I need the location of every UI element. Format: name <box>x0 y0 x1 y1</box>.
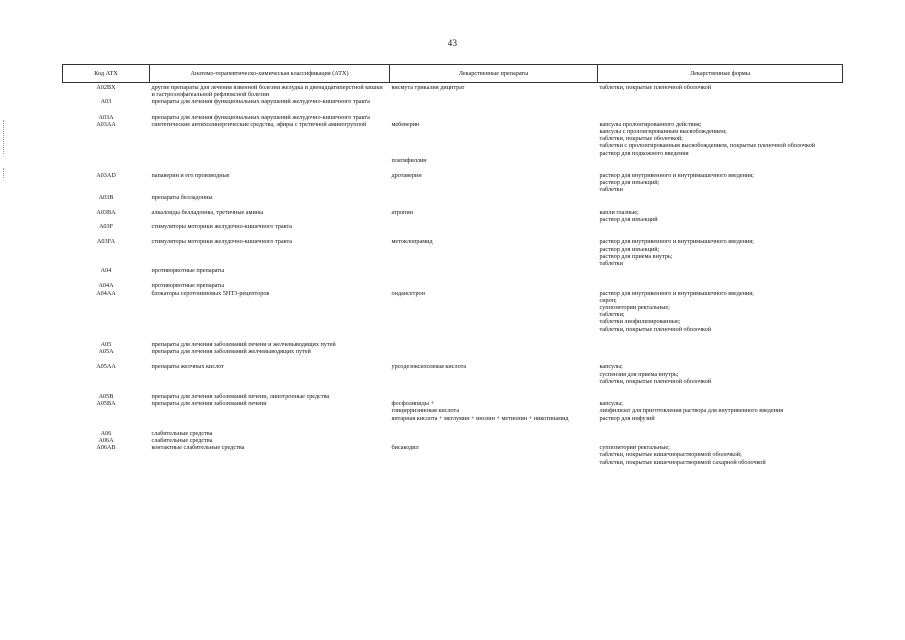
row-spacer-cell <box>63 164 843 172</box>
cell-classification: препараты для лечения функциональных нарушений желудочно-кишечного тракта <box>151 113 370 121</box>
row-spacer <box>63 201 843 209</box>
cell-drug <box>390 194 598 201</box>
cell-code: A05 <box>100 340 112 348</box>
cell-classification: блокаторы серотониновых 5HT3-рецепторов <box>151 289 270 297</box>
cell-code: A04 <box>100 267 112 275</box>
cell-drug <box>390 348 598 355</box>
row-spacer <box>63 230 843 238</box>
cell-code: A06 <box>100 429 112 437</box>
cell-code: A02BX <box>96 84 116 91</box>
cell-drug <box>390 114 598 121</box>
cell-code: A03F <box>98 223 114 231</box>
row-spacer <box>63 106 843 114</box>
cell-classification: препараты желчных кислот <box>151 363 224 371</box>
table-row <box>63 393 843 400</box>
cell-classification: препараты для лечения заболеваний печени <box>151 400 267 408</box>
table-row <box>63 83 843 99</box>
cell-forms: раствор для внутривенного и внутримышечного введения; раствор для инъекций; таблетки <box>599 172 754 194</box>
cell-classification: папаверин и его производные <box>151 172 230 180</box>
row-spacer <box>63 422 843 430</box>
cell-forms: капсулы пролонгированного действия; капсулы с пролонгированным высвобождением; таблетки, покрытые оболочкой; таблетки с пролонгированным высвобождением, покрытые пленочной оболочкой раствор для подкожного введения <box>599 120 815 157</box>
cell-forms: капсулы; лиофилизат для приготовления раствора для внутривенного введения раствор для инфузий <box>599 400 784 422</box>
table-row <box>63 267 843 274</box>
cell-drug: мебеверин платифиллин <box>391 120 427 164</box>
cell-forms: раствор для внутривенного и внутримышечного введения; сироп; суппозитории ректальные; таблетки; таблетки лиофилизированные; таблетки, покрытые пленочной оболочкой <box>599 289 754 333</box>
cell-code: A03 <box>100 98 112 106</box>
page-number: 43 <box>447 38 458 48</box>
cell-classification: противорвотные препараты <box>151 282 225 290</box>
cell-forms: таблетки, покрытые пленочной оболочкой <box>599 84 712 91</box>
cell-classification: препараты для лечения заболеваний желчевыводящих путей <box>151 348 311 356</box>
cell-classification: другие препараты для лечения язвенной болезни желудка и двенадцатиперстной кишки и гастроэзофагеальной рефлюксной болезни <box>151 84 383 99</box>
cell-drug: ондансетрон <box>391 289 425 297</box>
cell-drug <box>390 393 598 400</box>
table-row <box>63 282 843 289</box>
cell-drug <box>390 341 598 348</box>
atx-drug-table <box>62 64 843 466</box>
row-spacer-cell <box>63 201 843 209</box>
cell-forms <box>598 393 843 400</box>
table-row <box>63 114 843 121</box>
cell-code: A06AB <box>96 444 116 452</box>
cell-forms <box>598 98 843 105</box>
table-row <box>63 98 843 105</box>
table-row <box>63 172 843 194</box>
cell-code: A03AD <box>96 172 116 180</box>
row-spacer <box>63 333 843 341</box>
cell-classification: алкалоиды белладонны, третичные амины <box>151 208 264 216</box>
cell-drug: атропин <box>391 208 413 216</box>
cell-forms: раствор для внутривенного и внутримышечного введения; раствор для инъекций; раствор для приема внутрь; таблетки <box>599 238 754 268</box>
cell-code: A03A <box>98 113 114 121</box>
cell-forms <box>598 114 843 121</box>
table-body <box>63 83 843 466</box>
table-row <box>63 444 843 466</box>
cell-forms <box>598 267 843 274</box>
left-margin-mark <box>3 168 4 178</box>
table-row <box>63 194 843 201</box>
cell-code: A06A <box>98 436 114 444</box>
cell-classification: синтетические антихолинергические средства, эфиры с третичной аминогруппой <box>151 120 367 128</box>
cell-classification: стимуляторы моторики желудочно-кишечного тракта <box>151 238 293 246</box>
column-header-classification: Анатомо-терапевтическо-химическая классификация (АТХ) <box>150 65 390 83</box>
cell-forms <box>598 223 843 230</box>
cell-forms <box>598 194 843 201</box>
cell-drug: бисакодил <box>391 444 419 452</box>
cell-drug: урсодезоксихолевая кислота <box>391 363 467 371</box>
table-row <box>63 209 843 223</box>
cell-forms <box>598 430 843 437</box>
cell-code: A03BA <box>96 208 116 216</box>
table-row <box>63 400 843 422</box>
row-spacer-cell <box>63 422 843 430</box>
table-row <box>63 437 843 444</box>
cell-forms: капли глазные; раствор для инъекций <box>599 208 658 224</box>
column-header-code: Код АТХ <box>63 65 150 83</box>
row-spacer <box>63 164 843 172</box>
cell-drug <box>390 282 598 289</box>
table-row <box>63 341 843 348</box>
column-header-forms: Лекарственные формы <box>598 65 843 83</box>
cell-code: A03B <box>98 193 114 201</box>
table-row <box>63 430 843 437</box>
cell-forms <box>598 348 843 355</box>
table-row <box>63 363 843 385</box>
cell-classification: стимуляторы моторики желудочно-кишечного тракта <box>151 223 293 231</box>
cell-drug <box>390 223 598 230</box>
cell-drug: висмута трикалия дицитрат <box>391 84 465 91</box>
cell-classification: слабительные средства <box>151 436 213 444</box>
row-spacer-cell <box>63 274 843 282</box>
row-spacer <box>63 385 843 393</box>
row-spacer-cell <box>63 355 843 363</box>
table-row <box>63 121 843 164</box>
cell-code: A05A <box>98 348 114 356</box>
cell-forms <box>598 437 843 444</box>
cell-code: A05BA <box>96 400 116 408</box>
row-spacer <box>63 355 843 363</box>
cell-code: A05AA <box>96 363 116 371</box>
cell-code: A04AA <box>96 289 116 297</box>
cell-forms: суппозитории ректальные; таблетки, покрытые кишечнорастворимой оболочкой; таблетки, покрытые кишечнорастворимой сахарной оболочкой <box>599 444 766 466</box>
cell-code: A03AA <box>96 120 116 128</box>
table-row <box>63 290 843 333</box>
cell-code: A04A <box>98 282 114 290</box>
cell-forms: капсулы; суспензия для приема внутрь; таблетки, покрытые пленочной оболочкой <box>599 363 712 385</box>
row-spacer-cell <box>63 385 843 393</box>
row-spacer-cell <box>63 106 843 114</box>
row-spacer-cell <box>63 333 843 341</box>
cell-code: A05B <box>98 392 114 400</box>
cell-classification: препараты для лечения заболеваний печени и желчевыводящих путей <box>151 340 336 348</box>
cell-drug <box>390 430 598 437</box>
cell-forms <box>598 282 843 289</box>
cell-classification: препараты белладонны <box>151 193 213 201</box>
table-header-row <box>63 65 843 83</box>
cell-drug: дротаверин <box>391 172 422 180</box>
cell-classification: препараты для лечения заболеваний печени, липотропные средства <box>151 392 330 400</box>
cell-drug: метоклопрамид <box>391 238 433 246</box>
table-row <box>63 348 843 355</box>
table-row <box>63 238 843 267</box>
cell-drug <box>390 267 598 274</box>
cell-classification: препараты для лечения функциональных нарушений желудочно-кишечного тракта <box>151 98 370 106</box>
cell-code: A03FA <box>96 238 116 246</box>
column-header-drugs: Лекарственные препараты <box>390 65 598 83</box>
cell-drug <box>390 98 598 105</box>
left-margin-mark <box>3 120 4 154</box>
cell-classification: слабительные средства <box>151 429 213 437</box>
cell-drug <box>390 437 598 444</box>
cell-classification: контактные слабительные средства <box>151 444 245 452</box>
table-row <box>63 223 843 230</box>
cell-classification: противорвотные препараты <box>151 267 225 275</box>
row-spacer-cell <box>63 230 843 238</box>
row-spacer <box>63 274 843 282</box>
cell-forms <box>598 341 843 348</box>
cell-drug: фосфолипиды + глицирризиновая кислота янтарная кислота + меглумин + инозин + метионин + никотинамид <box>391 400 569 422</box>
